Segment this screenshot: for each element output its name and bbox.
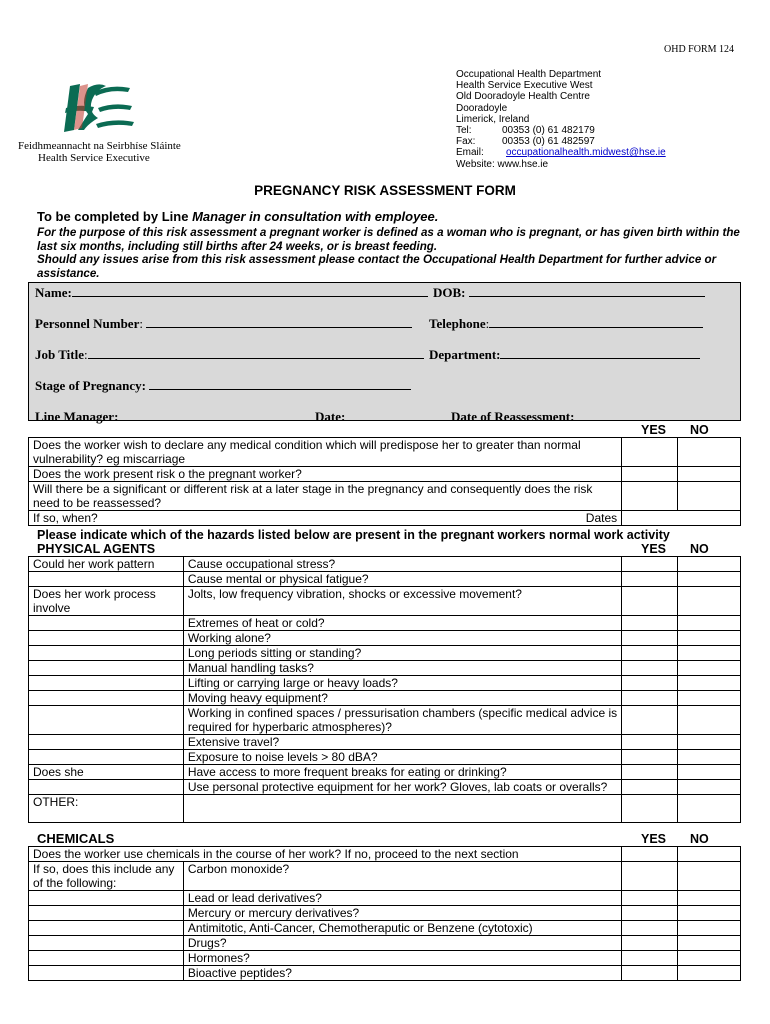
table-row xyxy=(29,691,741,706)
yes-cell[interactable] xyxy=(622,616,678,631)
personnel-colon: : xyxy=(139,316,143,331)
table-row xyxy=(29,661,741,676)
row-label-cell xyxy=(29,572,184,587)
no-cell[interactable] xyxy=(678,780,741,795)
yes-cell[interactable] xyxy=(622,951,678,966)
line-manager-field[interactable] xyxy=(35,408,302,425)
address-line: Dooradoyle xyxy=(456,102,508,114)
physical-agents-table xyxy=(28,556,741,823)
department-field[interactable] xyxy=(429,346,700,363)
table-row xyxy=(29,795,741,823)
address-line: Limerick, Ireland xyxy=(456,113,530,125)
yes-cell[interactable] xyxy=(622,862,678,891)
chemicals-title: CHEMICALS xyxy=(37,831,115,846)
logo-caption xyxy=(18,140,181,164)
address-line: Occupational Health Department xyxy=(456,69,602,80)
yes-cell[interactable] xyxy=(622,482,678,511)
yes-cell[interactable] xyxy=(622,847,678,862)
telephone-colon: : xyxy=(485,316,490,331)
date-field[interactable] xyxy=(315,408,443,425)
row-label-cell: If so, does this include any of the following: xyxy=(29,862,184,891)
no-cell[interactable] xyxy=(678,847,741,862)
row-label-cell xyxy=(29,966,184,981)
table-row xyxy=(29,921,741,936)
hazard-item-cell: Long periods sitting or standing? xyxy=(183,646,621,661)
hazard-item-cell: Carbon monoxide? xyxy=(183,862,621,891)
table-row xyxy=(29,951,741,966)
table-row xyxy=(29,936,741,951)
row-label-cell xyxy=(29,750,184,765)
no-cell[interactable] xyxy=(678,735,741,750)
table-row xyxy=(29,676,741,691)
hazard-item-cell: Extremes of heat or cold? xyxy=(183,616,621,631)
yes-cell[interactable] xyxy=(622,780,678,795)
yes-cell[interactable] xyxy=(622,735,678,750)
table-row xyxy=(29,631,741,646)
yes-cell[interactable] xyxy=(622,646,678,661)
no-cell[interactable] xyxy=(678,631,741,646)
row-label-cell xyxy=(29,661,184,676)
no-cell[interactable] xyxy=(678,936,741,951)
yes-cell[interactable] xyxy=(622,467,678,482)
job-title-label: Job Title xyxy=(35,347,85,362)
yes-cell[interactable] xyxy=(622,891,678,906)
no-cell[interactable] xyxy=(678,906,741,921)
intro-definition: For the purpose of this risk assessment a pregnant worker is defined as a woman who is pregnant, or has given birth within the last six months, including still births after 24 weeks, or is breast feeding. xyxy=(37,226,740,253)
row-label-cell xyxy=(29,735,184,750)
no-cell[interactable] xyxy=(678,921,741,936)
hazard-item-cell: Exposure to noise levels > 80 dBA? xyxy=(183,750,621,765)
yes-cell[interactable] xyxy=(622,750,678,765)
no-cell[interactable] xyxy=(678,557,741,572)
hazard-item-cell: Jolts, low frequency vibration, shocks or excessive movement? xyxy=(183,587,621,616)
row-label-cell xyxy=(29,780,184,795)
physical-agents-title: PHYSICAL AGENTS xyxy=(37,542,156,556)
dob-field[interactable] xyxy=(433,284,705,301)
table-row xyxy=(29,706,741,735)
hazard-item-cell: Have access to more frequent breaks for eating or drinking? xyxy=(183,765,621,780)
hazard-item-cell: Mercury or mercury derivatives? xyxy=(183,906,621,921)
row-label-cell: Does she xyxy=(29,765,184,780)
email-label: Email: xyxy=(456,147,484,159)
row-label-cell xyxy=(29,936,184,951)
yes-cell[interactable] xyxy=(622,966,678,981)
no-cell[interactable] xyxy=(678,646,741,661)
no-cell[interactable] xyxy=(678,691,741,706)
tel-label: Tel: xyxy=(456,125,472,137)
fax-label: Fax: xyxy=(456,136,476,148)
hazard-item-cell: Moving heavy equipment? xyxy=(183,691,621,706)
yes-cell[interactable] xyxy=(622,587,678,616)
yes-cell[interactable] xyxy=(622,706,678,735)
employee-details-box xyxy=(28,282,741,424)
website-value: www.hse.ie xyxy=(497,158,549,170)
hazard-item-cell: Antimitotic, Anti-Cancer, Chemotheraputic or Benzene (cytotoxic) xyxy=(183,921,621,936)
row-label-cell xyxy=(29,921,184,936)
no-header: NO xyxy=(690,423,709,437)
chemicals-intro-cell: Does the worker use chemicals in the course of her work? If no, proceed to the next section xyxy=(29,847,622,862)
no-cell[interactable] xyxy=(678,750,741,765)
yes-cell[interactable] xyxy=(622,906,678,921)
table-row xyxy=(29,906,741,921)
table-row xyxy=(29,438,741,467)
hse-logo-mark xyxy=(64,84,134,132)
table-row xyxy=(29,750,741,765)
row-label-cell xyxy=(29,646,184,661)
job-title-field[interactable] xyxy=(35,346,424,363)
yes-cell[interactable] xyxy=(622,795,678,823)
no-cell[interactable] xyxy=(678,765,741,780)
no-cell[interactable] xyxy=(678,572,741,587)
email-link[interactable]: occupationalhealth.midwest@hse.ie xyxy=(506,147,666,159)
hazard-item-cell: Working in confined spaces / pressurisation chambers (specific medical advice is required for hyperbaric atmospheres)? xyxy=(183,706,621,735)
yes-cell[interactable] xyxy=(622,661,678,676)
intro-lead-plain: To be completed by Line xyxy=(37,209,193,224)
address-line: Health Service Executive West xyxy=(456,80,593,92)
form-id: OHD FORM 124 xyxy=(664,44,735,55)
table-row xyxy=(29,482,741,511)
row-label-cell xyxy=(29,631,184,646)
logo-caption-irish: Feidhmeannacht na Seirbhíse Sláinte xyxy=(18,140,181,152)
row-label-cell xyxy=(29,951,184,966)
yes-cell[interactable] xyxy=(622,572,678,587)
yes-cell[interactable] xyxy=(622,631,678,646)
table-row xyxy=(29,616,741,631)
address-block xyxy=(456,69,666,170)
email-row xyxy=(456,147,666,158)
hazard-item-cell: Bioactive peptides? xyxy=(183,966,621,981)
yes-header: YES xyxy=(641,832,667,846)
hazard-item-cell xyxy=(183,795,621,823)
question-cell: Does the worker wish to declare any medical condition which will predispose her to greater than normal vulnerability? eg miscarriage xyxy=(29,438,622,467)
reassessment-field[interactable] xyxy=(451,408,710,425)
table-row xyxy=(29,891,741,906)
when-label: If so, when? xyxy=(33,511,98,525)
table-row xyxy=(29,467,741,482)
yes-cell[interactable] xyxy=(622,438,678,467)
table-row xyxy=(29,780,741,795)
table-row xyxy=(29,587,741,616)
yes-cell[interactable] xyxy=(622,691,678,706)
yes-cell[interactable] xyxy=(622,557,678,572)
table-row xyxy=(29,557,741,572)
no-header: NO xyxy=(690,542,709,556)
table-row xyxy=(29,847,741,862)
yes-header: YES xyxy=(641,423,667,437)
hazard-item-cell: Lifting or carrying large or heavy loads? xyxy=(183,676,621,691)
telephone-field[interactable] xyxy=(429,315,703,332)
question-cell: Will there be a significant or different risk at a later stage in the pregnancy and consequently does the risk need to be reassessed? xyxy=(29,482,622,511)
row-label-cell: Does her work process involve xyxy=(29,587,184,616)
no-cell[interactable] xyxy=(678,891,741,906)
hazard-item-cell: Working alone? xyxy=(183,631,621,646)
yes-cell[interactable] xyxy=(622,676,678,691)
stage-label: Stage of Pregnancy: xyxy=(35,378,146,393)
intro-contact: Should any issues arise from this risk assessment please contact the Occupational Health Department for further advice or assistance. xyxy=(37,253,717,280)
no-cell[interactable] xyxy=(678,966,741,981)
no-cell[interactable] xyxy=(678,706,741,735)
no-cell[interactable] xyxy=(678,587,741,616)
address-line: Old Dooradoyle Health Centre xyxy=(456,91,590,103)
yes-header: YES xyxy=(641,542,667,556)
no-cell[interactable] xyxy=(678,482,741,511)
stage-field[interactable] xyxy=(35,377,411,394)
date-label: Date: xyxy=(315,409,346,424)
hazard-item-cell: Cause mental or physical fatigue? xyxy=(183,572,621,587)
no-cell[interactable] xyxy=(678,467,741,482)
table-row xyxy=(29,966,741,981)
no-cell[interactable] xyxy=(678,676,741,691)
hazard-item-cell: Use personal protective equipment for her work? Gloves, lab coats or overalls? xyxy=(183,780,621,795)
name-label: Name: xyxy=(35,285,72,300)
yes-cell[interactable] xyxy=(622,936,678,951)
intro-lead xyxy=(37,209,742,224)
no-cell[interactable] xyxy=(678,661,741,676)
reassessment-label: Date of Reassessment: xyxy=(451,409,575,424)
tel-value: 00353 (0) 61 482179 xyxy=(502,125,595,137)
row-label-cell: Could her work pattern xyxy=(29,557,184,572)
row-label-cell xyxy=(29,706,184,735)
fax-value: 00353 (0) 61 482597 xyxy=(502,136,595,148)
intro-lead-italic: Manager in consultation with employee. xyxy=(192,209,439,224)
question-cell: Does the work present risk o the pregnant worker? xyxy=(29,467,622,482)
table-row xyxy=(29,765,741,780)
no-cell[interactable] xyxy=(678,438,741,467)
job-title-colon: : xyxy=(84,347,88,362)
form-title: PREGNANCY RISK ASSESSMENT FORM xyxy=(254,183,516,198)
row-label-cell xyxy=(29,691,184,706)
no-header: NO xyxy=(690,832,709,846)
row-label-cell: OTHER: xyxy=(29,795,184,823)
dates-label: Dates xyxy=(585,511,618,525)
hazard-item-cell: Cause occupational stress? xyxy=(183,557,621,572)
table-row xyxy=(29,862,741,891)
hazard-item-cell: Extensive travel? xyxy=(183,735,621,750)
intro-body xyxy=(37,226,742,280)
table-row xyxy=(29,572,741,587)
question-cell xyxy=(29,511,622,526)
no-cell[interactable] xyxy=(678,795,741,823)
name-field[interactable] xyxy=(35,284,428,301)
hazard-item-cell: Lead or lead derivatives? xyxy=(183,891,621,906)
general-questions-table xyxy=(28,437,741,526)
hazards-prompt: Please indicate which of the hazards listed below are present in the pregnant workers normal work activity xyxy=(37,528,670,542)
chemicals-table xyxy=(28,846,741,981)
fax-row xyxy=(456,136,666,147)
row-label-cell xyxy=(29,616,184,631)
website-label: Website: xyxy=(456,158,495,170)
yes-cell[interactable] xyxy=(622,921,678,936)
website-row xyxy=(456,159,666,170)
row-label-cell xyxy=(29,676,184,691)
table-row xyxy=(29,735,741,750)
dates-value-cell[interactable] xyxy=(622,511,741,526)
no-cell[interactable] xyxy=(678,616,741,631)
no-cell[interactable] xyxy=(678,862,741,891)
table-row xyxy=(29,646,741,661)
personnel-label: Personnel Number xyxy=(35,316,140,331)
yes-cell[interactable] xyxy=(622,765,678,780)
line-manager-label: Line Manager: xyxy=(35,409,119,424)
hazard-item-cell: Manual handling tasks? xyxy=(183,661,621,676)
hazard-item-cell: Drugs? xyxy=(183,936,621,951)
logo-caption-english: Health Service Executive xyxy=(38,152,150,164)
telephone-label: Telephone xyxy=(429,316,486,331)
table-row xyxy=(29,511,741,526)
tel-row xyxy=(456,125,666,136)
personnel-field[interactable] xyxy=(35,315,412,332)
hazard-item-cell: Hormones? xyxy=(183,951,621,966)
row-label-cell xyxy=(29,891,184,906)
dob-label: DOB: xyxy=(433,285,466,300)
row-label-cell xyxy=(29,906,184,921)
department-label: Department: xyxy=(429,347,501,362)
no-cell[interactable] xyxy=(678,951,741,966)
